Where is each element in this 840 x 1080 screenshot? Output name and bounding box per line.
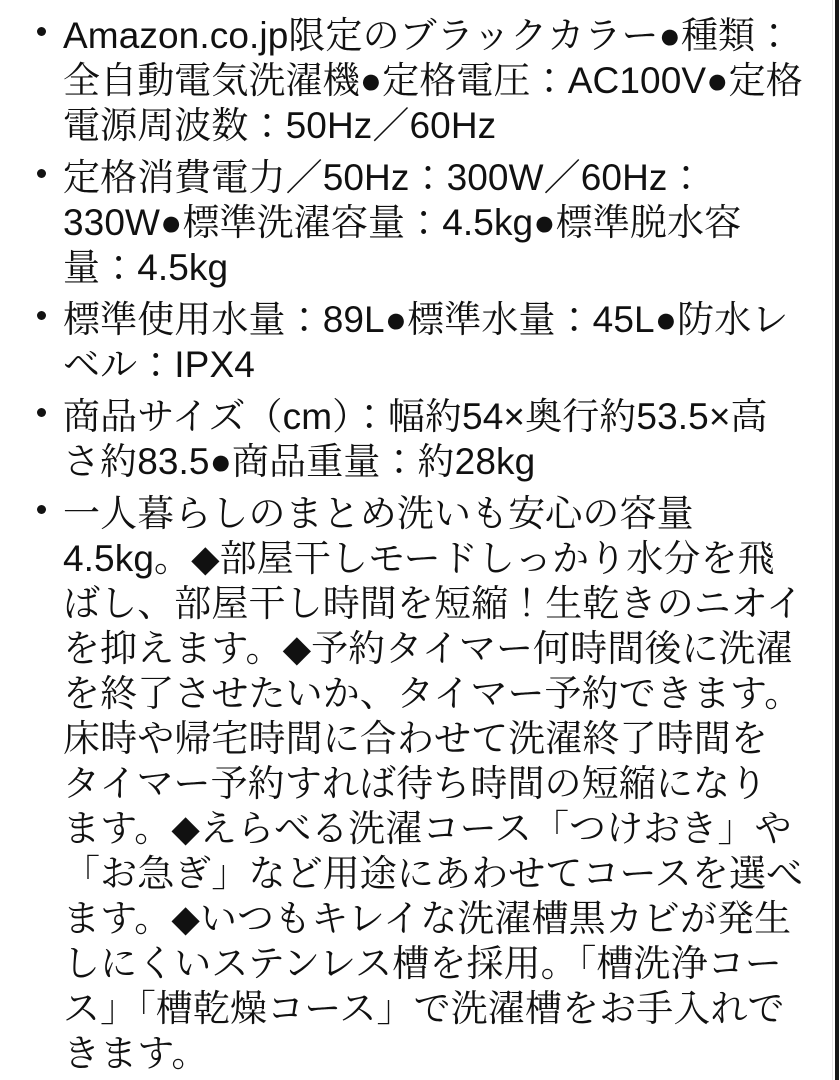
screen-edge-stripe bbox=[835, 0, 839, 1080]
feature-text: Amazon.co.jp限定のブラックカラー●種類：全自動電気洗濯機●定格電圧：AC100V●定格電源周波数：50Hz／60Hz bbox=[63, 15, 803, 146]
feature-item bbox=[0, 394, 840, 484]
feature-item bbox=[0, 297, 840, 387]
feature-item bbox=[0, 155, 840, 290]
bullet-icon bbox=[37, 408, 46, 417]
feature-text: 一人暮らしのまとめ洗いも安心の容量4.5kg。◆部屋干しモードしっかり水分を飛ばし、部屋干し時間を短縮！生乾きのニオイを抑えます。◆予約タイマー何時間後に洗濯を終了させたいか、タイマー予約できます。床時や帰宅時間に合わせて洗濯終了時間をタイマー予約すれば待ち時間の短縮になります。◆えらべる洗濯コース「つけおき」や「お急ぎ」など用途にあわせてコースを選べます。◆いつもキレイな洗濯槽黒カビが発生しにくいステンレス槽を採用。「槽洗浄コース」「槽乾燥コース」で洗濯槽をお手入れできます。 bbox=[63, 493, 804, 1074]
bullet-icon bbox=[37, 311, 46, 320]
bullet-icon bbox=[37, 169, 46, 178]
feature-text: 定格消費電力／50Hz：300W／60Hz：330W●標準洗濯容量：4.5kg●標準脱水容量：4.5kg bbox=[63, 157, 742, 288]
screen-edge-hairline bbox=[832, 0, 833, 1080]
bullet-icon bbox=[37, 27, 46, 36]
feature-item bbox=[0, 13, 840, 148]
feature-text: 商品サイズ（cm）：幅約54×奥行約53.5×高さ約83.5●商品重量：約28kg bbox=[63, 396, 768, 482]
bullet-icon bbox=[37, 505, 46, 514]
feature-item bbox=[0, 491, 840, 1076]
feature-text: 標準使用水量：89L●標準水量：45L●防水レベル：IPX4 bbox=[63, 299, 789, 385]
